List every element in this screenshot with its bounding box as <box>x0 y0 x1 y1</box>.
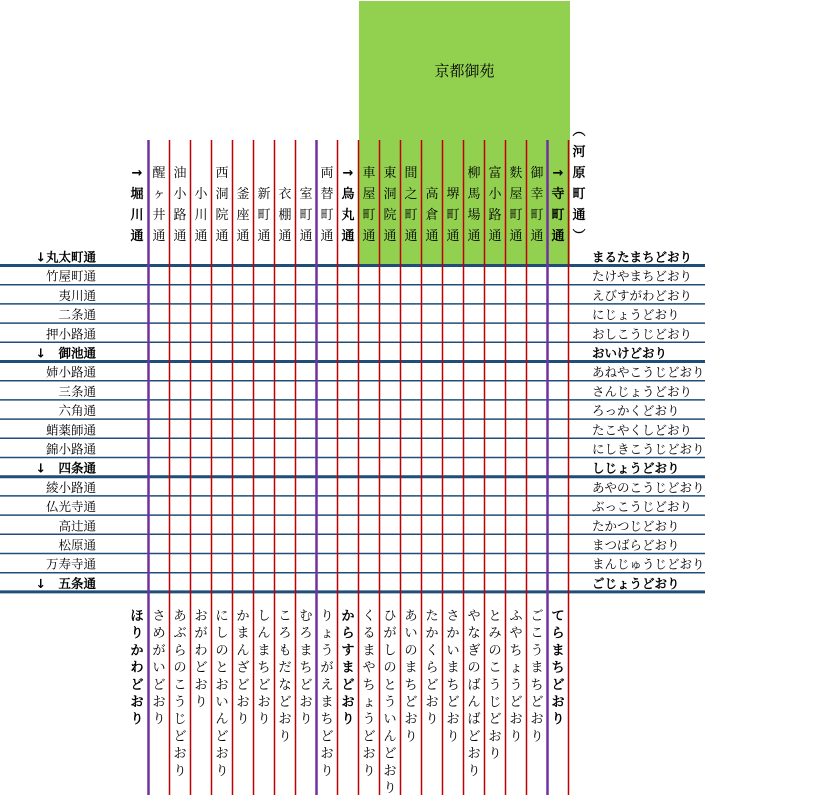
ns-name-shinmachi: 新町通 <box>257 187 271 244</box>
ns-reading-ainomachi: あいのまちどおり <box>404 609 418 745</box>
ns-reading-karasuma: からすまどおり <box>341 609 355 728</box>
ew-reading-takoyakushi: たこやくしどおり <box>592 422 693 438</box>
ns-reading-fuyacho: ふやちょうどおり <box>509 609 523 745</box>
ns-reading-kamanza: かまんざどおり <box>236 609 250 728</box>
ew-name-nishikikoji: 錦小路通 <box>45 441 96 457</box>
ew-name-bukkoji: 仏光寺通 <box>45 499 96 515</box>
ew-reading-manjuji: まんじゅうじどおり <box>592 556 705 572</box>
kyoto-gyoen-park-area <box>359 1 570 265</box>
ew-reading-takeyamachi: たけやまちどおり <box>592 268 693 284</box>
ew-reading-bukkoji: ぶっこうじどおり <box>592 499 693 515</box>
ew-name-matsubara: 松原通 <box>58 537 96 553</box>
ns-name-aburanokoji: 油小路通 <box>173 166 187 244</box>
ns-reading-teramachi: てらまちどおり <box>551 609 565 728</box>
ns-name-tominokoji: 富小路通 <box>488 166 502 244</box>
ew-name-oike: ↓ 御池通 <box>35 345 96 361</box>
ew-reading-ayanokoji: あやのこうじどおり <box>592 479 705 495</box>
ew-name-rokkaku: 六角通 <box>58 403 96 419</box>
east-west-street-readings <box>592 250 705 591</box>
ew-reading-takatsuji: たかつじどおり <box>592 518 680 534</box>
ew-name-ayanokoji: 綾小路通 <box>45 479 96 495</box>
north-south-street-readings <box>130 609 564 795</box>
north-south-street-lines <box>149 140 569 795</box>
ew-reading-aneyakoji: あねやこうじどおり <box>592 364 705 380</box>
ns-name-samegai: 醒ヶ井通 <box>152 166 166 244</box>
ew-name-gojo: ↓ 五条通 <box>35 575 96 591</box>
ew-reading-marutamachi: まるたまちどおり <box>592 249 693 265</box>
ns-reading-ryogaemachi: りょうがえまちどおり <box>320 609 334 779</box>
ns-reading-ogawa: おがわどおり <box>194 609 208 710</box>
ns-name-gokomachi: 御幸町通 <box>530 166 544 244</box>
ew-name-sanjo: 三条通 <box>58 383 96 399</box>
ew-name-ebisugawa: 夷川通 <box>58 287 96 303</box>
ns-name-sakaimachi: 堺町通 <box>446 187 460 244</box>
ns-reading-gokomachi: ごこうまちどおり <box>530 609 544 745</box>
ns-reading-kurumayacho: くるまやちょうどおり <box>362 609 376 779</box>
ns-name-koromonotana: 衣棚通 <box>278 187 292 244</box>
ew-name-aneyakoji: 姉小路通 <box>45 364 96 380</box>
ns-reading-higashinotoin: ひがしのとういんどおり <box>383 609 397 795</box>
ns-name-fuyacho: 麩屋町通 <box>509 166 523 244</box>
ns-reading-aburanokoji: あぶらのこうじどおり <box>173 609 187 779</box>
ns-reading-shinmachi: しんまちどおり <box>257 609 271 728</box>
ns-name-kurumayacho: 車屋町通 <box>362 166 376 244</box>
ns-name-muromachi: 室町通 <box>299 187 313 244</box>
ew-name-nijo: 二条通 <box>58 307 96 323</box>
park-label: 京都御苑 <box>434 62 495 80</box>
ns-reading-samegai: さめがいどおり <box>152 609 166 728</box>
ew-reading-sanjo: さんじょうどおり <box>592 383 693 399</box>
ns-name-yanaginobanba: 柳馬場通 <box>467 166 481 244</box>
ns-name-ainomachi: 間之町通 <box>404 166 418 244</box>
ew-reading-nishikikoji: にしきこうじどおり <box>592 441 705 457</box>
ns-name-teramachi: →寺町通 <box>551 166 565 244</box>
ns-name-kawaramachi: ︵河原町通︶ <box>572 124 586 244</box>
ns-reading-yanaginobanba: やなぎのばんばどおり <box>467 609 481 779</box>
ew-reading-oshikoji: おしこうじどおり <box>592 326 693 342</box>
ew-reading-shijo: しじょうどおり <box>592 460 680 476</box>
ew-reading-oike: おいけどおり <box>592 345 668 361</box>
ns-reading-sakaimachi: さかいまちどおり <box>446 609 460 745</box>
ns-name-ryogaemachi: 両替町通 <box>320 166 334 244</box>
ew-name-oshikoji: 押小路通 <box>45 326 96 342</box>
east-west-street-names <box>36 250 97 591</box>
ns-name-ogawa: 小川通 <box>194 187 208 244</box>
ew-reading-nijo: にじょうどおり <box>592 307 680 323</box>
ew-name-shijo: ↓ 四条通 <box>35 460 96 476</box>
ns-reading-koromonotana: ころもだなどおり <box>278 609 292 745</box>
ew-reading-ebisugawa: えびすがわどおり <box>592 287 693 303</box>
ns-name-kamanza: 釜座通 <box>236 187 250 244</box>
ew-reading-gojo: ごじょうどおり <box>592 575 680 591</box>
ns-reading-horikawa: ほりかわどおり <box>130 609 144 728</box>
ew-name-takeyamachi: 竹屋町通 <box>45 268 96 284</box>
ns-reading-tominokoji: とみのこうじどおり <box>488 609 502 762</box>
ns-name-nishinotoin: 西洞院通 <box>215 166 229 244</box>
ns-name-horikawa: →堀川通 <box>130 166 144 244</box>
ew-name-takatsuji: 高辻通 <box>58 518 96 534</box>
ns-name-higashinotoin: 東洞院通 <box>383 166 397 244</box>
ns-reading-takakura: たかくらどおり <box>425 609 439 728</box>
ew-reading-matsubara: まつばらどおり <box>592 537 680 553</box>
ew-name-marutamachi: ↓丸太町通 <box>35 249 96 265</box>
ns-name-takakura: 高倉通 <box>425 187 439 244</box>
ew-name-takoyakushi: 蛸薬師通 <box>45 422 96 438</box>
ns-reading-nishinotoin: にしのとおいんどおり <box>215 609 229 779</box>
ew-name-manjuji: 万寿寺通 <box>45 556 96 572</box>
ew-reading-rokkaku: ろっかくどおり <box>592 403 680 419</box>
ns-name-karasuma: →烏丸通 <box>341 166 355 244</box>
ns-reading-muromachi: むろまちどおり <box>299 609 313 728</box>
